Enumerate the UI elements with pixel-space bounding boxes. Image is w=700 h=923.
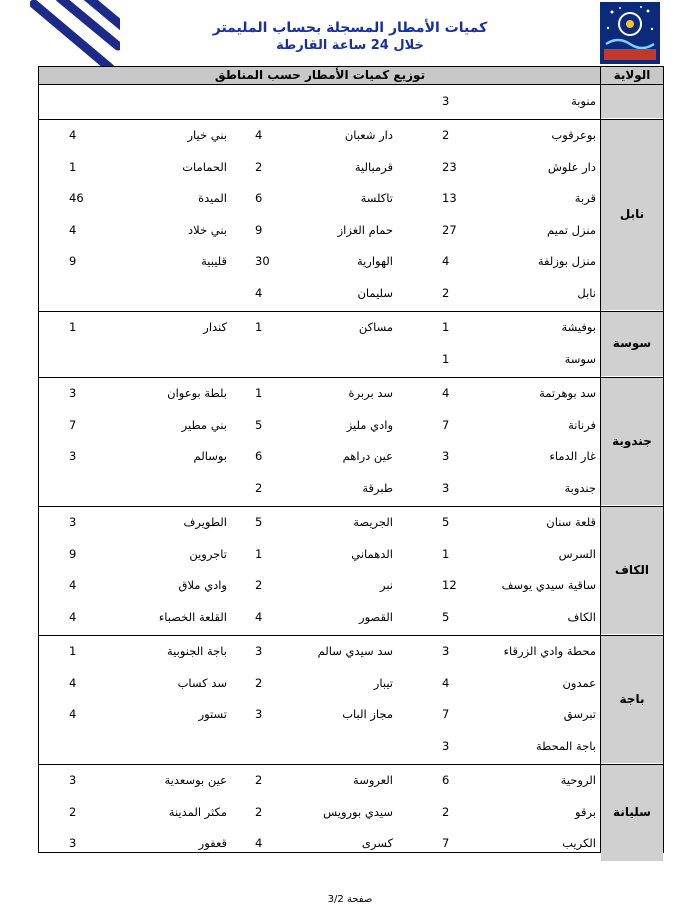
rainfall-value: 5 xyxy=(255,515,263,529)
station-name: مساكن xyxy=(358,320,393,334)
station-name: بني مطير xyxy=(181,417,227,432)
station-name: القصور xyxy=(359,609,393,624)
station-name: الميدة xyxy=(198,191,227,205)
station-name: تاجروين xyxy=(189,546,227,561)
rainfall-value: 23 xyxy=(442,159,457,174)
table-header xyxy=(39,67,663,85)
station-name: قرمبالية xyxy=(354,159,393,174)
station-name: عمدون xyxy=(562,675,596,690)
station-name: سد كساب xyxy=(177,675,227,690)
table-row xyxy=(39,770,663,790)
station-name: كندار xyxy=(203,320,227,334)
station-name: سيدي بورويس xyxy=(323,804,393,819)
table-row xyxy=(39,91,663,111)
station-name: وادي ملاق xyxy=(178,578,227,592)
station-name: باجة المحطة xyxy=(535,738,596,753)
station-name: تبرسق xyxy=(563,707,596,721)
rainfall-value: 2 xyxy=(255,480,263,495)
table-row xyxy=(39,736,663,756)
rainfall-value: 13 xyxy=(442,191,457,205)
page-header xyxy=(210,20,490,54)
rainfall-value: 7 xyxy=(69,417,77,432)
rainfall-value: 27 xyxy=(442,222,457,237)
table-row xyxy=(39,641,663,661)
logo-emblem-icon xyxy=(600,2,660,64)
station-name: دار علوش xyxy=(547,159,596,174)
rainfall-value: 4 xyxy=(69,222,77,237)
table-row xyxy=(39,415,663,435)
table-row xyxy=(39,220,663,240)
station-name: تيبار xyxy=(373,675,393,690)
rainfall-value: 7 xyxy=(442,417,450,432)
rainfall-value: 9 xyxy=(255,222,263,237)
rainfall-value: 46 xyxy=(69,191,84,205)
station-name: عين دراهم xyxy=(342,449,393,463)
station-name: سوسة xyxy=(564,351,596,366)
station-name: طبرقة xyxy=(362,480,393,495)
rainfall-value: 1 xyxy=(442,546,450,561)
station-name: الطويرف xyxy=(183,515,227,529)
rainfall-value: 7 xyxy=(442,707,450,721)
rainfall-value: 5 xyxy=(255,417,263,432)
station-name: مكثر المدينة xyxy=(168,804,227,819)
station-name: الروحية xyxy=(560,773,596,787)
section-divider xyxy=(39,119,663,120)
table-row xyxy=(39,833,663,853)
rainfall-value: 1 xyxy=(255,386,263,400)
rainfall-value: 6 xyxy=(442,773,450,787)
station-name: جندوبة xyxy=(564,480,596,495)
rainfall-value: 4 xyxy=(442,386,450,400)
rainfall-value: 3 xyxy=(69,386,77,400)
station-name: وادي مليز xyxy=(346,417,393,432)
rainfall-value: 6 xyxy=(255,449,263,463)
rainfall-value: 3 xyxy=(69,515,77,529)
station-name: غار الدماء xyxy=(549,449,596,463)
table-row xyxy=(39,188,663,208)
rainfall-value: 3 xyxy=(442,449,450,463)
governorate-column-header: الولاية xyxy=(613,68,651,82)
table-row xyxy=(39,317,663,337)
station-name: مجاز الباب xyxy=(342,707,393,721)
rainfall-value: 5 xyxy=(442,609,450,624)
rainfall-value: 2 xyxy=(442,285,450,300)
station-name: ساقية سيدي يوسف xyxy=(501,578,596,592)
rainfall-value: 4 xyxy=(69,609,77,624)
table-row xyxy=(39,802,663,822)
rainfall-value: 2 xyxy=(255,675,263,690)
rainfall-value: 30 xyxy=(255,254,270,268)
station-name: قعفور xyxy=(198,836,227,850)
station-name: منزل تميم xyxy=(547,222,596,237)
station-name: سليمان xyxy=(357,285,393,300)
rainfall-value: 1 xyxy=(442,320,450,334)
rainfall-value: 1 xyxy=(255,546,263,561)
table-row xyxy=(39,349,663,369)
station-name: القلعة الخصباء xyxy=(158,609,227,624)
rainfall-value: 4 xyxy=(69,128,77,142)
station-name: عين بوسعدية xyxy=(164,773,227,787)
rainfall-value: 1 xyxy=(69,159,77,174)
station-name: قربة xyxy=(574,191,596,205)
rainfall-value: 2 xyxy=(255,773,263,787)
rainfall-value: 2 xyxy=(69,804,77,819)
station-name: برقو xyxy=(575,804,596,819)
rainfall-value: 12 xyxy=(442,578,457,592)
station-name: بلطة بوعوان xyxy=(167,386,227,400)
section-divider xyxy=(39,635,663,636)
rainfall-value: 4 xyxy=(255,128,263,142)
governorate-label: سوسة xyxy=(612,336,652,351)
table-row xyxy=(39,607,663,627)
governorate-column xyxy=(600,67,663,852)
section-divider xyxy=(39,311,663,312)
table-row xyxy=(39,704,663,724)
rainfall-value: 2 xyxy=(442,804,450,819)
rainfall-table xyxy=(38,66,664,853)
station-name: بوسالم xyxy=(193,449,227,463)
rainfall-value: 1 xyxy=(255,320,263,334)
rainfall-value: 3 xyxy=(69,836,77,850)
station-name: قلعة سنان xyxy=(546,515,596,529)
table-row xyxy=(39,544,663,564)
table-row xyxy=(39,125,663,145)
station-name: السرس xyxy=(558,546,596,561)
table-row xyxy=(39,575,663,595)
station-name: كسرى xyxy=(361,836,393,850)
rainfall-value: 9 xyxy=(69,546,77,561)
rainfall-value: 4 xyxy=(255,609,263,624)
station-name: منزل بوزلفة xyxy=(537,254,596,268)
page-number: صفحة 3/2 xyxy=(327,894,373,905)
rainfall-value: 4 xyxy=(255,836,263,850)
rainfall-value: 2 xyxy=(255,159,263,174)
section-divider xyxy=(39,764,663,765)
table-row xyxy=(39,478,663,498)
station-name: الجريصة xyxy=(353,515,393,529)
rainfall-value: 3 xyxy=(255,707,263,721)
station-name: باجة الجنوبية xyxy=(166,644,227,658)
rainfall-value: 3 xyxy=(442,480,450,495)
rainfall-value: 9 xyxy=(69,254,77,268)
station-name: بني خيار xyxy=(187,128,227,142)
station-name: تستور xyxy=(198,707,227,721)
decorative-stripes xyxy=(30,0,120,70)
station-name: نابل xyxy=(577,285,596,300)
station-name: قليبية xyxy=(201,254,227,268)
station-name: تاكلسة xyxy=(360,191,393,205)
station-name: سد بربرة xyxy=(348,386,393,400)
rainfall-value: 7 xyxy=(442,836,450,850)
section-divider xyxy=(39,377,663,378)
station-name: الكريب xyxy=(562,836,596,850)
station-name: بني خلاد xyxy=(187,222,227,237)
station-name: العروسة xyxy=(353,773,393,787)
rainfall-value: 3 xyxy=(255,644,263,658)
header-subtitle: خلال 24 ساعة القارطة xyxy=(276,38,424,53)
governorate-label: الكاف xyxy=(614,562,650,577)
rainfall-value: 3 xyxy=(442,644,450,658)
rainfall-value: 3 xyxy=(442,93,450,108)
rainfall-value: 1 xyxy=(69,320,77,334)
rainfall-value: 2 xyxy=(255,804,263,819)
rainfall-value: 4 xyxy=(69,707,77,721)
header-title: كميات الأمطار المسجلة بحساب المليمتر xyxy=(212,20,488,36)
rainfall-value: 3 xyxy=(69,449,77,463)
table-row xyxy=(39,157,663,177)
station-name: محطة وادي الزرقاء xyxy=(503,644,596,658)
governorate-label: جندوبة xyxy=(612,433,652,448)
rainfall-value: 4 xyxy=(69,578,77,592)
table-row xyxy=(39,283,663,303)
table-row xyxy=(39,383,663,403)
station-name: دار شعبان xyxy=(344,128,393,142)
governorate-label: باجة xyxy=(619,691,645,706)
rainfall-value: 5 xyxy=(442,515,450,529)
station-name: الدهماني xyxy=(351,546,393,561)
station-name: الكاف xyxy=(567,609,596,624)
rainfall-value: 3 xyxy=(442,738,450,753)
station-name: بوعرقوب xyxy=(551,128,596,142)
rainfall-value: 4 xyxy=(69,675,77,690)
rainfall-value: 2 xyxy=(442,128,450,142)
station-name: منوبة xyxy=(571,93,596,108)
rainfall-value: 4 xyxy=(442,675,450,690)
institute-logo xyxy=(600,2,660,64)
distribution-header: توزيع كميات الأمطار حسب المناطق xyxy=(214,68,426,82)
section-divider xyxy=(39,506,663,507)
station-name: الهوارية xyxy=(356,254,393,268)
governorate-label: سليانة xyxy=(613,805,651,819)
rainfall-value: 1 xyxy=(69,644,77,658)
station-name: نبر xyxy=(379,578,393,592)
station-name: سد بوهرتمة xyxy=(539,386,596,400)
rainfall-value: 6 xyxy=(255,191,263,205)
table-row xyxy=(39,512,663,532)
rainfall-value: 4 xyxy=(442,254,450,268)
rainfall-value: 4 xyxy=(255,285,263,300)
rainfall-value: 3 xyxy=(69,773,77,787)
rainfall-value: 1 xyxy=(442,351,450,366)
station-name: فرنانة xyxy=(568,417,596,432)
station-name: بوفيشة xyxy=(561,320,596,334)
table-row xyxy=(39,673,663,693)
station-name: سد سيدي سالم xyxy=(317,644,393,658)
governorate-label: نابل xyxy=(619,207,645,222)
station-name: الحمامات xyxy=(182,159,227,174)
rainfall-value: 2 xyxy=(255,578,263,592)
station-name: حمام الغزاز xyxy=(337,222,393,237)
table-row xyxy=(39,251,663,271)
table-row xyxy=(39,446,663,466)
